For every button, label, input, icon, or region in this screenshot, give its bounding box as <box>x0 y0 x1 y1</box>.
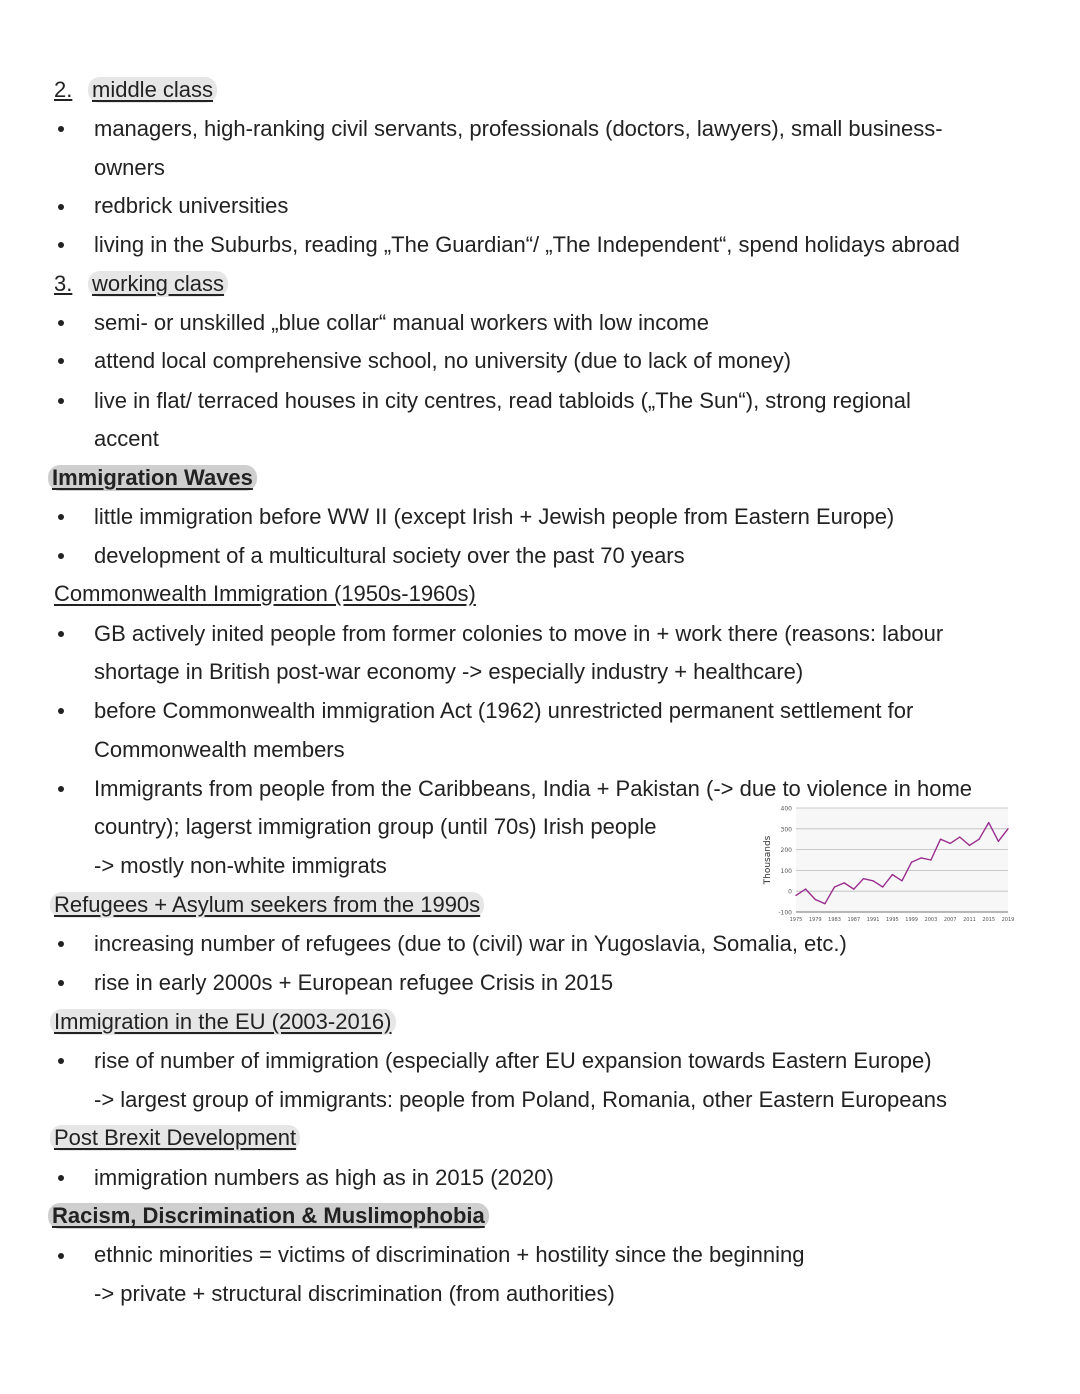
chart-data-point <box>998 841 999 842</box>
bullet <box>58 358 64 364</box>
bullet-text-cont: Commonwealth members <box>94 737 345 762</box>
chart-data-point <box>901 880 902 881</box>
chart-data-point <box>843 882 844 883</box>
chart-x-tick-label: 1979 <box>808 917 822 923</box>
bullet-text-cont: -> private + structural discrimination (from authorities) <box>94 1281 615 1306</box>
bullet <box>58 320 64 326</box>
bullet-text-cont: country); lagerst immigration group (until 70s) Irish people <box>94 814 657 839</box>
bullet <box>58 980 64 986</box>
chart-x-tick-label: 1987 <box>847 917 861 923</box>
section-heading-eu: Immigration in the EU (2003-2016) <box>50 1008 396 1036</box>
chart-data-point <box>892 874 893 875</box>
chart-data-point <box>863 878 864 879</box>
bullet <box>58 553 64 559</box>
section-number: 2. <box>54 77 73 102</box>
chart-x-tick-label: 1983 <box>828 917 841 923</box>
bullet <box>58 514 64 520</box>
section-heading-racism: Racism, Discrimination & Muslimophobia <box>48 1202 489 1230</box>
section-heading-refugees: Refugees + Asylum seekers from the 1990s <box>50 891 484 919</box>
bullet-text: ethnic minorities = victims of discrimination + hostility since the beginning <box>94 1242 805 1267</box>
bullet-text: GB actively inited people from former colonies to move in + work there (reasons: labour <box>94 621 944 646</box>
bullet <box>58 708 64 714</box>
chart-data-point <box>805 888 806 889</box>
bullet-text-cont: accent <box>94 426 159 451</box>
bullet-text-cont: shortage in British post-war economy -> especially industry + healthcare) <box>94 659 804 684</box>
chart-data-point <box>921 857 922 858</box>
bullet <box>58 398 64 404</box>
chart-x-tick-label: 2019 <box>1001 917 1015 923</box>
chart-y-tick-label: 0 <box>788 888 792 896</box>
chart-x-tick-label: 1991 <box>866 917 880 923</box>
chart-x-tick-label: 1999 <box>905 917 919 923</box>
bullet <box>58 1175 64 1181</box>
chart-data-point <box>969 845 970 846</box>
chart-x-tick-label: 2007 <box>943 917 957 923</box>
bullet-text: semi- or unskilled „blue collar“ manual workers with low income <box>94 310 709 335</box>
bullet-text: development of a multicultural society over the past 70 years <box>94 543 685 568</box>
chart-x-tick-label: 2011 <box>963 917 976 923</box>
bullet-text: rise in early 2000s + European refugee Crisis in 2015 <box>94 970 614 995</box>
section-heading-middle-class: middle class <box>88 76 217 104</box>
bullet-text: redbrick universities <box>94 193 289 218</box>
chart-data-point <box>1007 828 1008 829</box>
chart-data-point <box>959 836 960 837</box>
bullet-text: before Commonwealth immigration Act (1962) unrestricted permanent settlement for <box>94 698 914 723</box>
chart-x-tick-label: 2003 <box>924 917 938 923</box>
bullet-text-cont: -> largest group of immigrants: people from Poland, Romania, other Eastern Europeans <box>94 1087 947 1112</box>
bullet <box>58 786 64 792</box>
bullet-text: rise of number of immigration (especially after EU expansion towards Eastern Europe) <box>94 1048 932 1073</box>
chart-data-point <box>882 886 883 887</box>
chart-data-point <box>815 899 816 900</box>
chart-data-point <box>834 886 835 887</box>
bullet <box>58 242 64 248</box>
bullet <box>58 1253 64 1259</box>
chart-y-tick-label: 200 <box>780 847 792 855</box>
bullet <box>58 631 64 637</box>
chart-x-tick-label: 2015 <box>982 917 996 923</box>
chart-plot-area <box>796 808 1008 912</box>
chart-y-tick-label: 400 <box>780 805 792 813</box>
chart-data-point <box>930 859 931 860</box>
chart-data-point <box>949 843 950 844</box>
bullet-text: attend local comprehensive school, no university (due to lack of money) <box>94 348 792 373</box>
bullet-text: increasing number of refugees (due to (civil) war in Yugoslavia, Somalia, etc.) <box>94 931 847 956</box>
bullet-text: managers, high-ranking civil servants, professionals (doctors, lawyers), small business- <box>94 116 943 141</box>
chart-y-axis-label: Thousands <box>763 835 773 885</box>
chart-data-point <box>853 888 854 889</box>
immigration-chart <box>760 800 1022 932</box>
bullet-text-cont: owners <box>94 155 165 180</box>
bullet-text: little immigration before WW II (except Irish + Jewish people from Eastern Europe) <box>94 504 895 529</box>
chart-data-point <box>911 861 912 862</box>
bullet-text-cont: -> mostly non-white immigrats <box>94 853 387 878</box>
section-heading-brexit: Post Brexit Development <box>50 1124 300 1152</box>
chart-y-tick-label: 100 <box>780 867 792 875</box>
chart-data-point <box>978 839 979 840</box>
chart-data-point <box>824 903 825 904</box>
bullet-text: Immigrants from people from the Caribbeans, India + Pakistan (-> due to violence in home <box>94 776 973 801</box>
chart-data-point <box>795 895 796 896</box>
bullet-text: immigration numbers as high as in 2015 (2020) <box>94 1165 554 1190</box>
chart-data-point <box>988 822 989 823</box>
bullet <box>58 126 64 132</box>
bullet <box>58 204 64 210</box>
section-heading-immigration-waves: Immigration Waves <box>48 464 257 492</box>
chart-data-point <box>940 839 941 840</box>
chart-y-tick-label: -100 <box>778 909 792 917</box>
section-heading-working-class: working class <box>88 270 228 298</box>
bullet-text: live in flat/ terraced houses in city centres, read tabloids („The Sun“), strong regional <box>94 388 911 413</box>
bullet <box>58 941 64 947</box>
chart-y-tick-label: 300 <box>780 826 792 834</box>
section-number: 3. <box>54 271 73 296</box>
chart-x-tick-label: 1975 <box>789 917 803 923</box>
bullet-text: living in the Suburbs, reading „The Guardian“/ „The Independent“, spend holidays abroad <box>94 232 960 257</box>
chart-x-tick-label: 1995 <box>885 917 899 923</box>
chart-data-point <box>872 880 873 881</box>
section-heading-commonwealth: Commonwealth Immigration (1950s-1960s) <box>54 581 476 606</box>
bullet <box>58 1058 64 1064</box>
